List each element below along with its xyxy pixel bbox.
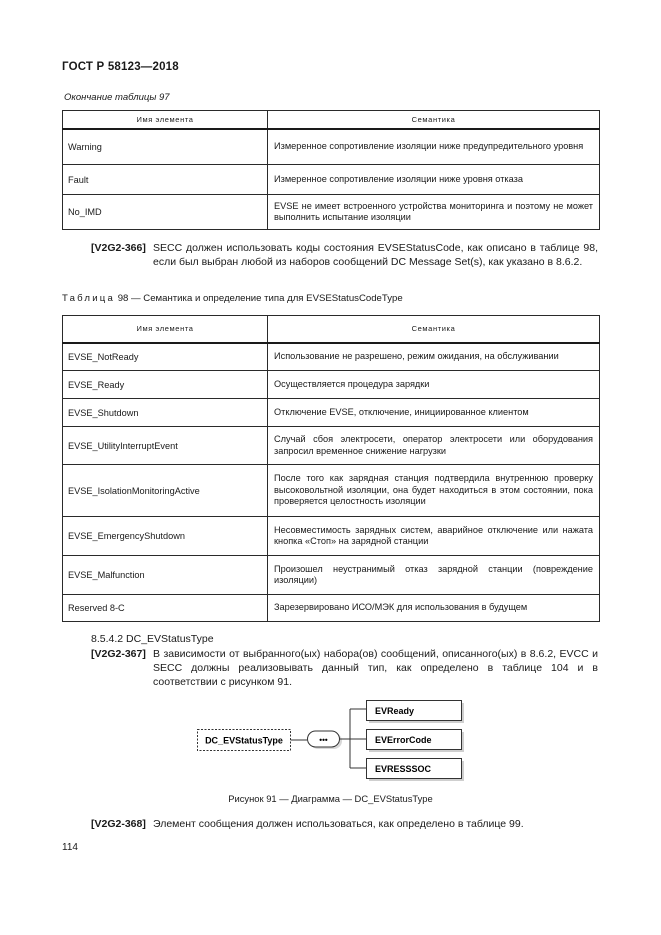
table98-header-semantics: Семантика bbox=[268, 316, 600, 343]
requirement-text-368: Элемент сообщения должен использоваться, как определено в таблице 99. bbox=[153, 818, 524, 830]
sequence-symbol: ••• bbox=[319, 735, 328, 745]
cell-semantics: После того как зарядная станция подтвердила внутреннюю проверку высоковольтной изоляции, она будет находиться в этом состоянии, пока проверяется целостность изоляции bbox=[268, 465, 600, 517]
cell-semantics: Произошел неустранимый отказ зарядной станции (повреждение изоляции) bbox=[268, 556, 600, 595]
requirement-id-367: [V2G2-367] bbox=[91, 648, 146, 660]
requirement-id-366: [V2G2-366] bbox=[91, 242, 146, 254]
diagram-root-node bbox=[198, 730, 291, 751]
cell-element-name: EVSE_IsolationMonitoringActive bbox=[63, 465, 268, 517]
cell-element-name: EVSE_Ready bbox=[63, 371, 268, 399]
document-header: ГОСТ Р 58123—2018 bbox=[62, 61, 179, 73]
requirement-text-367: В зависимости от выбранного(ых) набора(ов) сообщений, описанного(ых) в 8.6.2, EVCC и SECC должны реализовывать данный тип, как определено в таблице 104 и в соответствии с рисунком 91. bbox=[153, 648, 598, 689]
diagram-root-label: DC_EVStatusType bbox=[205, 735, 283, 746]
cell-semantics: EVSE не имеет встроенного устройства мониторинга и поэтому не может выполнить испытание изоляции bbox=[268, 195, 600, 230]
table97-header-semantics: Семантика bbox=[268, 111, 600, 129]
cell-element-name: Fault bbox=[63, 165, 268, 195]
cell-semantics: Зарезервировано ИСО/МЭК для использования в будущем bbox=[268, 595, 600, 622]
table97-continuation-caption: Окончание таблицы 97 bbox=[64, 92, 170, 103]
cell-element-name: Reserved 8-C bbox=[63, 595, 268, 622]
diagram-child-node bbox=[367, 730, 465, 753]
cell-semantics: Отключение EVSE, отключение, инициированное клиентом bbox=[268, 399, 600, 427]
diagram-child-label: EVRESSSOC bbox=[375, 764, 432, 774]
figure-caption: Рисунок 91 — Диаграмма — DC_EVStatusType bbox=[228, 793, 433, 804]
cell-element-name: EVSE_Malfunction bbox=[63, 556, 268, 595]
table98-title-text: 98 — Семантика и определение типа для EVSEStatusCodeType bbox=[117, 293, 403, 304]
cell-element-name: Warning bbox=[63, 129, 268, 165]
cell-element-name: EVSE_UtilityInterruptEvent bbox=[63, 427, 268, 465]
cell-element-name: EVSE_EmergencyShutdown bbox=[63, 517, 268, 556]
cell-semantics: Случай сбоя электросети, оператор электросети или оборудования запросил временное снижение нагрузки bbox=[268, 427, 600, 465]
sequence-compositor bbox=[308, 731, 343, 749]
page-number: 114 bbox=[62, 842, 78, 853]
diagram-child-node bbox=[367, 759, 465, 782]
table98-title-prefix: Таблица bbox=[62, 293, 116, 304]
cell-semantics: Использование не разрешено, режим ожидания, на обслуживании bbox=[268, 343, 600, 371]
cell-element-name: No_IMD bbox=[63, 195, 268, 230]
cell-semantics: Осуществляется процедура зарядки bbox=[268, 371, 600, 399]
diagram-child-node bbox=[367, 701, 465, 724]
table97-header-name: Имя элемента bbox=[63, 111, 268, 129]
table98-header-name: Имя элемента bbox=[63, 316, 268, 343]
cell-semantics: Измеренное сопротивление изоляции ниже предупредительного уровня bbox=[268, 129, 600, 165]
requirement-text-366: SECC должен использовать коды состояния EVSEStatusCode, как описано в таблице 98, если был выбран любой из наборов сообщений DC Message Set(s), как указано в 8.6.2. bbox=[153, 242, 598, 269]
cell-semantics: Несовместимость зарядных систем, аварийное отключение или нажата кнопка «Стоп» на зарядной станции bbox=[268, 517, 600, 556]
requirement-id-368: [V2G2-368] bbox=[91, 818, 146, 830]
cell-element-name: EVSE_NotReady bbox=[63, 343, 268, 371]
diagram-child-label: EVReady bbox=[375, 706, 415, 716]
cell-semantics: Измеренное сопротивление изоляции ниже уровня отказа bbox=[268, 165, 600, 195]
section-heading: 8.5.4.2 DC_EVStatusType bbox=[91, 633, 214, 645]
diagram-child-label: EVErrorCode bbox=[375, 735, 432, 745]
cell-element-name: EVSE_Shutdown bbox=[63, 399, 268, 427]
